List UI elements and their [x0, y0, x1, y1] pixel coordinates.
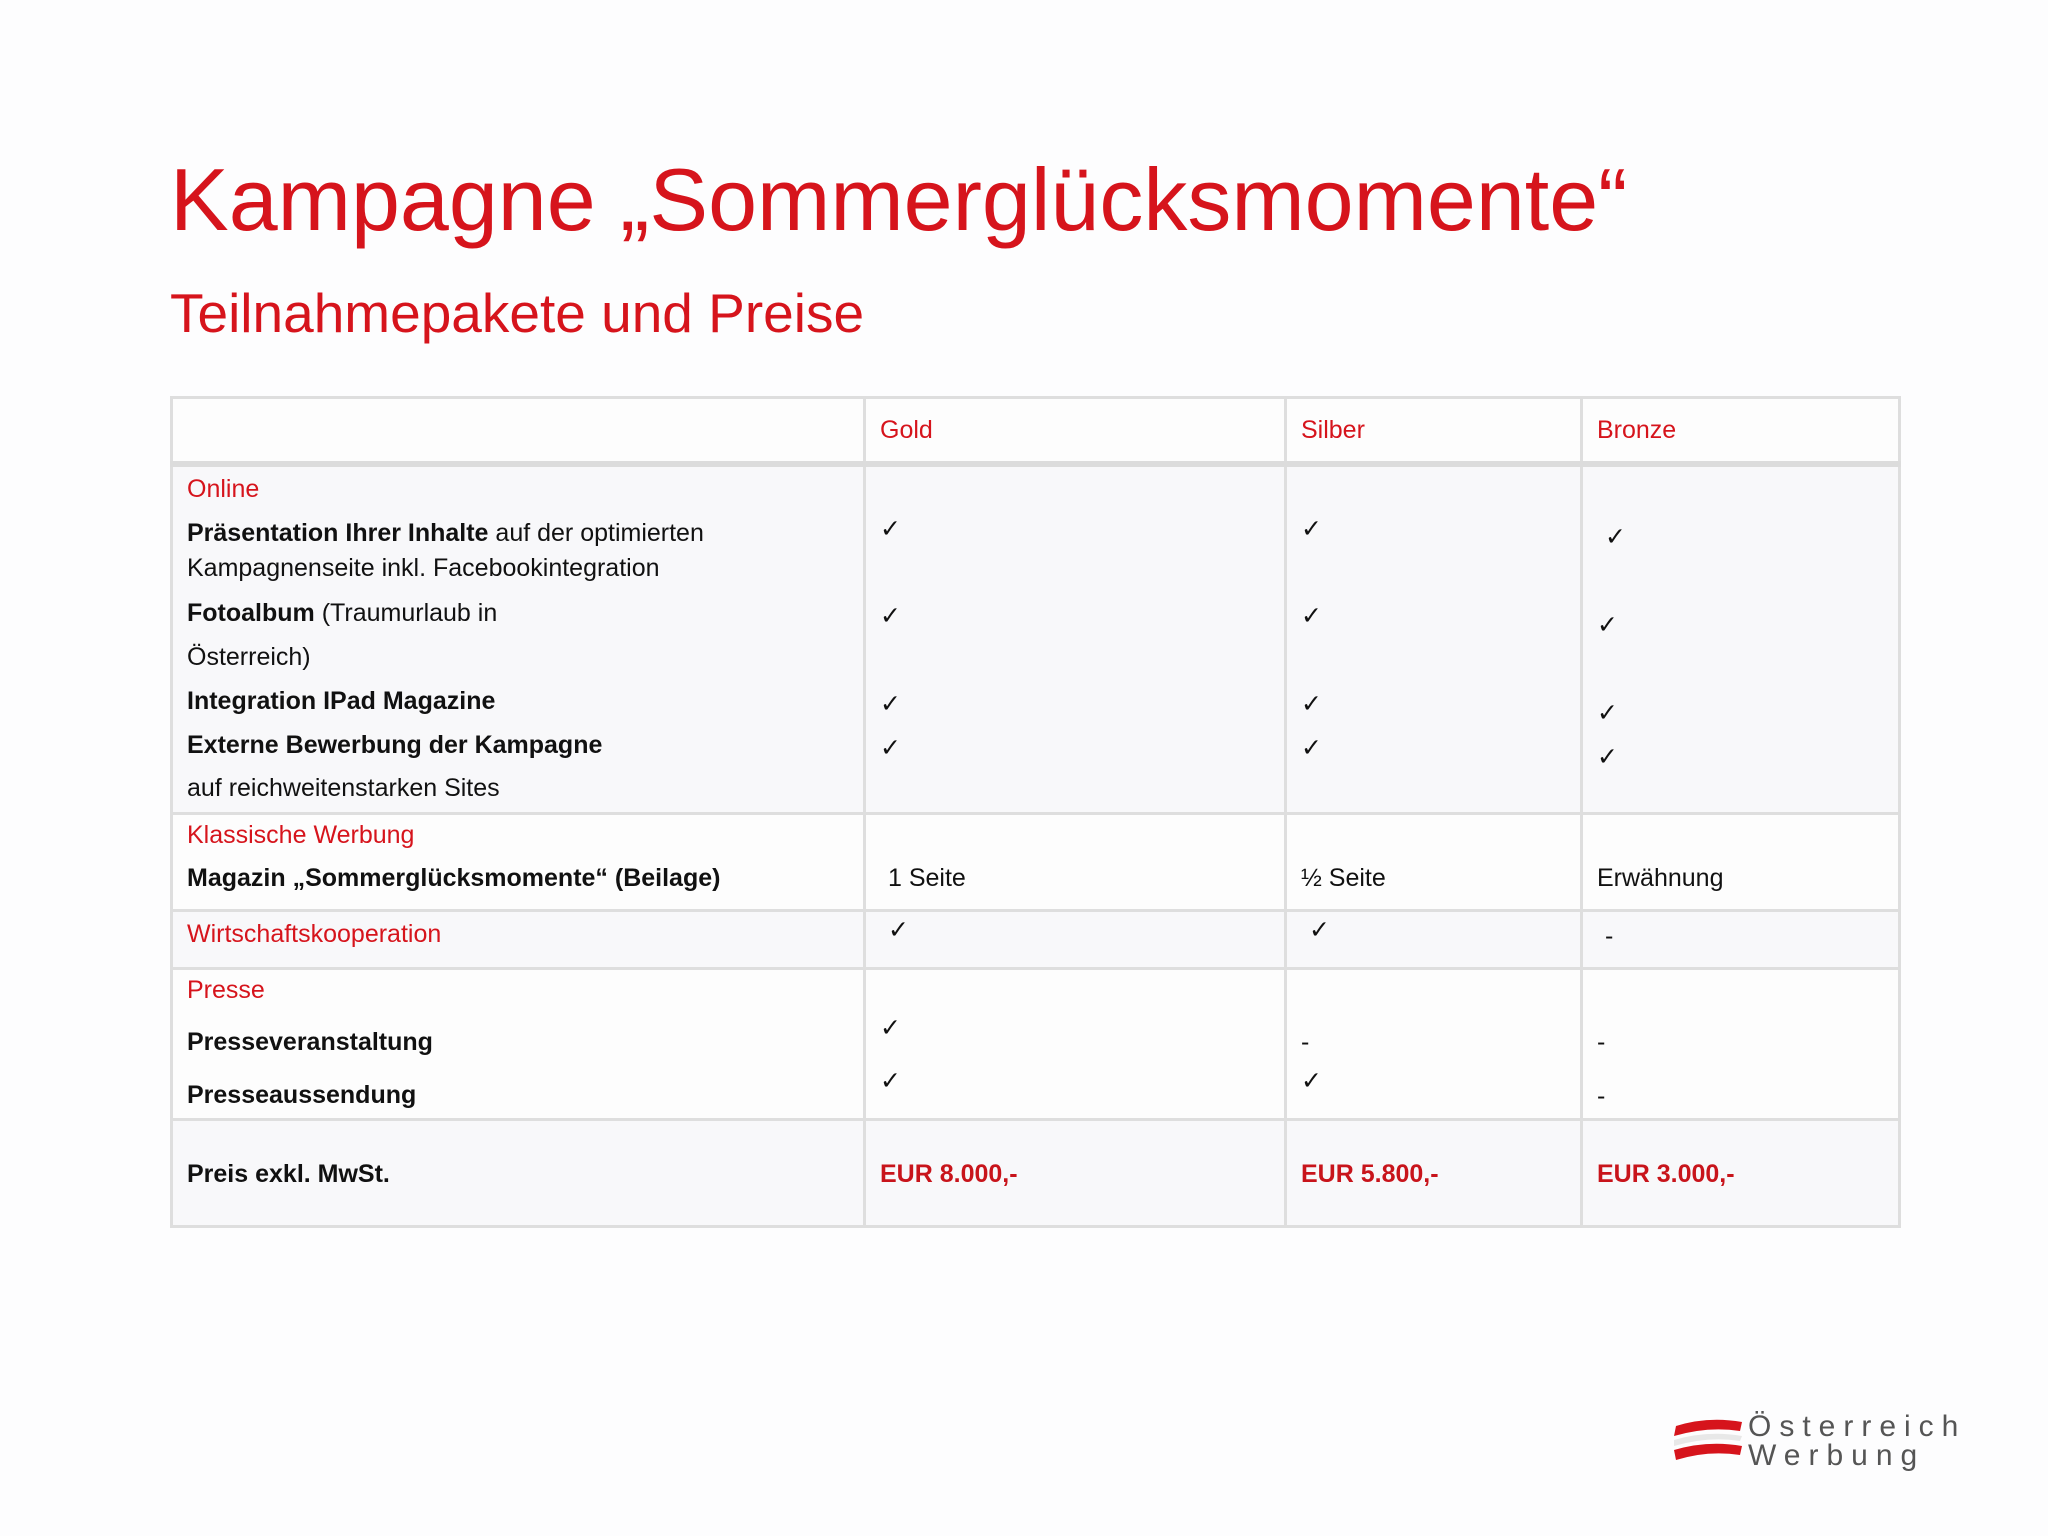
item-rest: auf der optimierten [488, 519, 704, 547]
item-bold: Präsentation Ihrer Inhalte [187, 519, 489, 547]
online-item-fotoalbum [187, 597, 497, 630]
check-icon: ✓ [880, 690, 901, 718]
check-icon: ✓ [1597, 611, 1618, 639]
online-item-externe-line2: auf reichweitenstarken Sites [187, 774, 500, 802]
check-icon: ✓ [1309, 916, 1330, 944]
table-header-row [172, 398, 1900, 465]
header-gold: Gold [865, 398, 1286, 465]
preis-label: Preis exkl. MwSt. [187, 1160, 390, 1188]
table-row-wirtschaft [172, 911, 1900, 969]
page-subtitle: Teilnahmepakete und Preise [170, 282, 865, 344]
presse-bronze-aussendung: - [1597, 1082, 1606, 1110]
wirtschaft-bronze-value: - [1605, 922, 1614, 950]
preis-gold: EUR 8.000,- [880, 1160, 1018, 1188]
check-icon: ✓ [880, 1067, 901, 1095]
online-item-praesentation [187, 517, 704, 550]
table-row-online [172, 464, 1900, 814]
presse-item-veranstaltung: Presseveranstaltung [187, 1028, 433, 1056]
check-icon: ✓ [1597, 699, 1618, 727]
logo-line-1: Österreich [1748, 1410, 1967, 1443]
logo-text [1748, 1412, 1966, 1470]
check-icon: ✓ [1301, 1067, 1322, 1095]
check-icon: ✓ [1301, 690, 1322, 718]
presse-item-aussendung: Presseaussendung [187, 1081, 417, 1109]
table-row-presse [172, 969, 1900, 1120]
presse-bronze-veranstaltung: - [1597, 1028, 1606, 1056]
check-icon: ✓ [1301, 602, 1322, 630]
header-empty [172, 398, 865, 465]
category-presse: Presse [187, 976, 265, 1004]
klassisch-silber-value: ½ Seite [1301, 864, 1386, 892]
check-icon: ✓ [880, 602, 901, 630]
online-item-fotoalbum-line2: Österreich) [187, 643, 311, 671]
preis-silber: EUR 5.800,- [1301, 1160, 1439, 1188]
package-table [170, 396, 1901, 1228]
category-online: Online [187, 475, 260, 503]
check-icon: ✓ [1597, 743, 1618, 771]
check-icon: ✓ [1605, 523, 1626, 551]
check-icon: ✓ [1301, 515, 1322, 543]
table-row-klassisch [172, 814, 1900, 911]
check-icon: ✓ [888, 916, 909, 944]
category-klassisch: Klassische Werbung [187, 821, 415, 849]
online-item-ipad: Integration IPad Magazine [187, 687, 496, 715]
logo-line-2: Werbung [1748, 1439, 1926, 1472]
preis-bronze: EUR 3.000,- [1597, 1160, 1735, 1188]
item-bold: Fotoalbum [187, 599, 315, 627]
check-icon: ✓ [880, 734, 901, 762]
item-rest: (Traumurlaub in [314, 599, 498, 627]
check-icon: ✓ [880, 1014, 901, 1042]
check-icon: ✓ [1301, 734, 1322, 762]
presse-silber-veranstaltung: - [1301, 1028, 1310, 1056]
page-title: Kampagne „Sommerglücksmomente“ [170, 150, 1628, 249]
logo-flag-icon [1672, 1418, 1744, 1464]
online-item-praesentation-line2: Kampagnenseite inkl. Facebookintegration [187, 554, 660, 582]
klassisch-gold-value: 1 Seite [888, 864, 966, 892]
oesterreich-werbung-logo [1672, 1412, 1992, 1482]
category-wirtschaft: Wirtschaftskooperation [187, 920, 442, 948]
header-silber: Silber [1286, 398, 1582, 465]
table-row-preis [172, 1120, 1900, 1227]
header-bronze: Bronze [1582, 398, 1900, 465]
klassisch-bronze-value: Erwähnung [1597, 864, 1724, 892]
check-icon: ✓ [880, 515, 901, 543]
klassisch-item-magazin: Magazin „Sommerglücksmomente“ (Beilage) [187, 864, 721, 892]
online-item-externe: Externe Bewerbung der Kampagne [187, 731, 603, 759]
